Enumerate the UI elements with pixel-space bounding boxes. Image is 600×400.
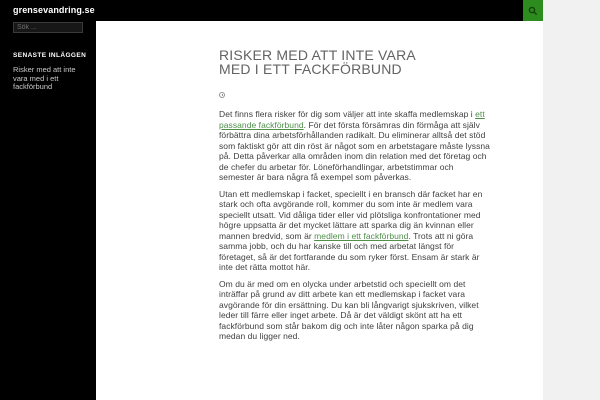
text-segment: Om du är med om en olycka under arbetstid och speciellt om det inträffar på grund av ditt arbete kan ett medlemskap i facket vara avgörande för din ersättning. Du kan bli långvarigt sjukskriven, vilket leder till färre eller inget arbete. Då är det väldigt skönt att ha ett fackförbund som står bakom dig och inte låter någon sparka på dig medan du ligger ned.: [219, 278, 479, 341]
sidebar: [0, 21, 96, 400]
clock-icon[interactable]: [219, 92, 225, 98]
paragraph: [219, 189, 491, 273]
sidebar-recent-post-link[interactable]: Risker med att inte vara med i ett fackförbund: [13, 65, 76, 91]
text-segment: Det finns flera risker för dig som väljer att inte skaffa medlemskap i: [219, 109, 476, 119]
inline-link[interactable]: ett passande fackförbund: [219, 109, 485, 130]
inline-link[interactable]: medlem i ett fackförbund: [314, 230, 409, 241]
main-content: [96, 21, 543, 400]
article-title: RISKER MED ATT INTE VARA MED I ETT FACKFÖRBUND: [219, 47, 416, 77]
search-button[interactable]: [523, 0, 543, 21]
topbar: [0, 0, 543, 21]
site-title-link[interactable]: grensevandring.se: [13, 5, 95, 15]
paragraph: [219, 109, 491, 183]
sidebar-search-input[interactable]: [13, 22, 83, 33]
article-body: [219, 109, 491, 342]
text-segment: . Trots att ni göra samma jobb, och du har kanske till och med arbetat längst för företaget, så är det fortfarande du som ryker först. Ensam är stark är inte det rätta mottot här.: [219, 230, 480, 272]
text-segment: . För det första försämras din förmåga att själv förbättra dina arbetsförhållanden radikalt. Du eliminerar alltså det stöd som faktiskt gör att din röst är något som en arbetstagare måste lyssna på. Detta påverkar alla områden inom din relation med det företag och de chefer du arbetar för. Löneförhandlingar, arbetstimmar och semester är bara några få exempel som påverkas.: [219, 119, 490, 182]
text-segment: Utan ett medlemskap i facket, speciellt i en bransch där facket har en stark och ofta avgörande roll, kommer du som inte är medlem vara speciellt utsatt. Vid dåliga tider eller vid plötsliga konfrontationer med högre uppsatta är det mycket lättare att sparka dig än kvinnan eller mannen bredvid, som är: [219, 188, 483, 241]
search-icon: [528, 6, 538, 16]
paragraph: [219, 279, 491, 342]
recent-posts-widget-title: SENASTE INLÄGGEN: [13, 52, 87, 59]
article: [219, 48, 491, 342]
entry-meta: [219, 85, 491, 93]
